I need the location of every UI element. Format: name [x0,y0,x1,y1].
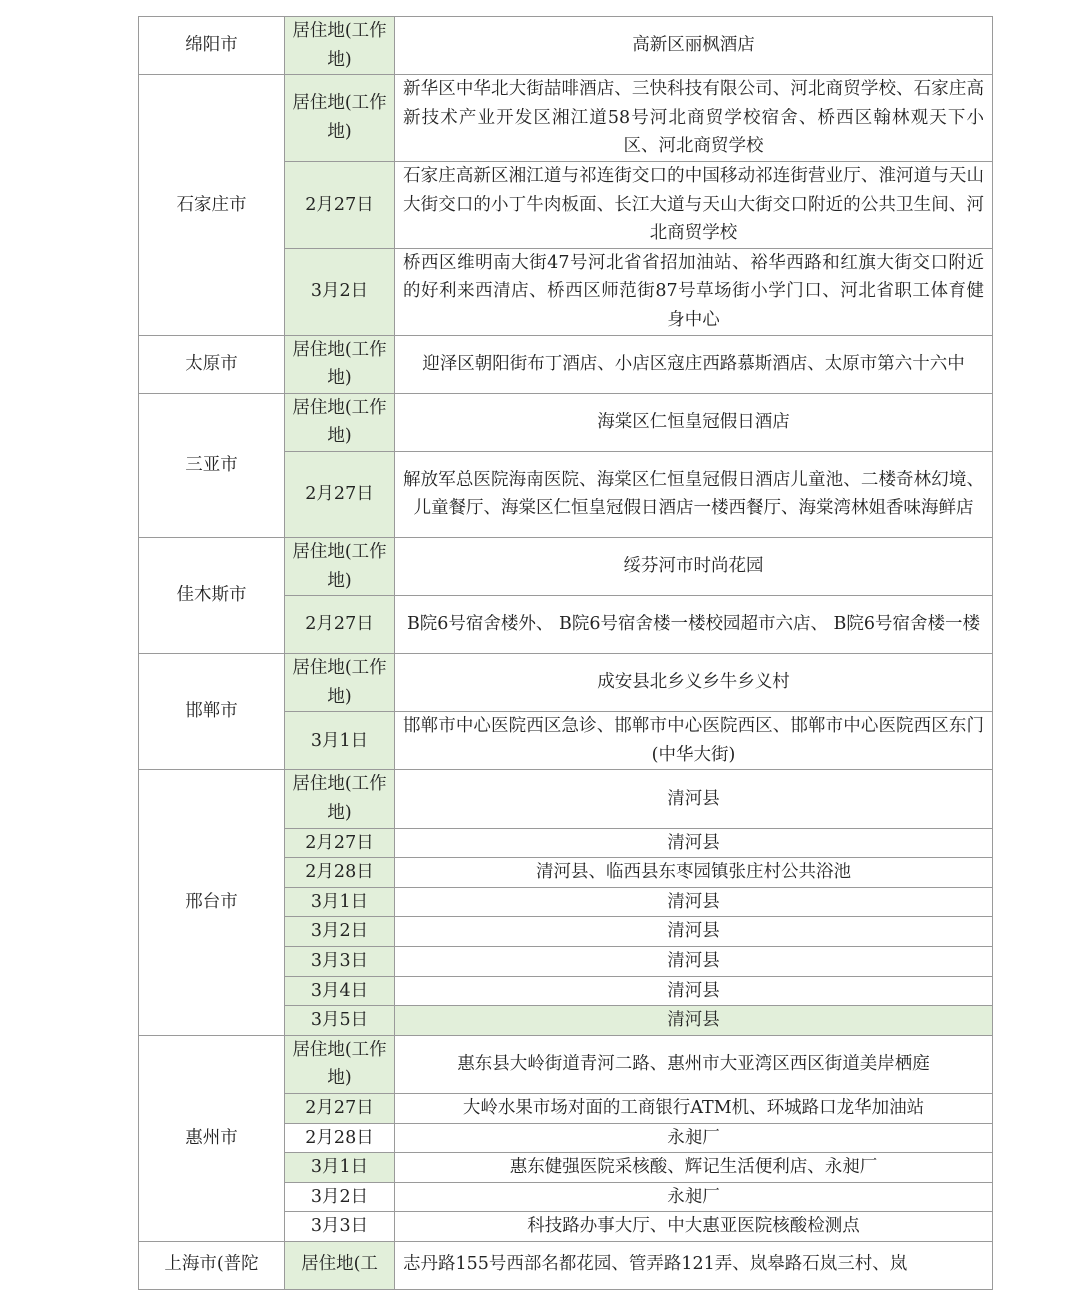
city-cell: 石家庄市 [139,75,285,335]
date-label-cell: 2月27日 [285,451,395,537]
table-row [139,393,993,451]
date-label-cell: 3月1日 [285,1153,395,1183]
date-label-cell: 3月1日 [285,887,395,917]
date-label-cell: 2月28日 [285,858,395,888]
date-label-cell: 居住地(工作地) [285,335,395,393]
location-cell: 清河县、临西县东枣园镇张庄村公共浴池 [395,858,993,888]
date-label-cell: 3月5日 [285,1006,395,1036]
date-label-cell: 3月3日 [285,1212,395,1242]
date-label-cell: 3月4日 [285,976,395,1006]
date-label-cell: 3月3日 [285,947,395,977]
date-label-cell: 居住地(工作地) [285,1035,395,1093]
date-label-cell: 居住地(工作地) [285,770,395,828]
date-label-cell: 2月27日 [285,1094,395,1124]
location-cell: 成安县北乡义乡牛乡义村 [395,654,993,712]
city-cell: 三亚市 [139,393,285,537]
city-cell: 上海市(普陀 [139,1241,285,1289]
location-cell: 永昶厂 [395,1182,993,1212]
date-label-cell: 居住地(工 [285,1241,395,1289]
date-label-cell: 3月1日 [285,712,395,770]
date-label-cell: 2月27日 [285,596,395,654]
table-row [139,1035,993,1093]
date-label-cell: 3月2日 [285,1182,395,1212]
location-cell: 大岭水果市场对面的工商银行ATM机、环城路口龙华加油站 [395,1094,993,1124]
date-label-cell: 2月27日 [285,161,395,248]
city-cell: 邯郸市 [139,654,285,770]
table-row [139,654,993,712]
table-row [139,537,993,595]
date-label-cell: 2月28日 [285,1123,395,1153]
location-cell: 桥西区维明南大街47号河北省省招加油站、裕华西路和红旗大街交口附近的好利来西清店、桥西区师范街87号草场街小学门口、河北省职工体育健身中心 [395,248,993,335]
location-cell: 解放军总医院海南医院、海棠区仁恒皇冠假日酒店儿童池、二楼奇林幻境、儿童餐厅、海棠区仁恒皇冠假日酒店一楼西餐厅、海棠湾林姐香味海鲜店 [395,451,993,537]
date-label-cell: 居住地(工作地) [285,537,395,595]
location-cell: 惠东县大岭街道青河二路、惠州市大亚湾区西区街道美岸栖庭 [395,1035,993,1093]
city-cell: 惠州市 [139,1035,285,1241]
location-cell: 绥芬河市时尚花园 [395,537,993,595]
location-cell: 清河县 [395,976,993,1006]
location-cell: 志丹路155号西部名都花园、管弄路121弄、岚皋路石岚三村、岚 [395,1241,993,1289]
itinerary-table [138,16,993,1290]
location-cell: B院6号宿舍楼外、 B院6号宿舍楼一楼校园超市六店、 B院6号宿舍楼一楼 [395,596,993,654]
location-cell: 清河县 [395,828,993,858]
table-row [139,17,993,75]
table-row [139,335,993,393]
date-label-cell: 居住地(工作地) [285,654,395,712]
location-cell: 惠东健强医院采核酸、辉记生活便利店、永昶厂 [395,1153,993,1183]
location-cell: 永昶厂 [395,1123,993,1153]
table-row [139,1241,993,1289]
location-cell: 迎泽区朝阳街布丁酒店、小店区寇庄西路慕斯酒店、太原市第六十六中 [395,335,993,393]
location-cell: 清河县 [395,1006,993,1036]
location-cell: 石家庄高新区湘江道与祁连街交口的中国移动祁连街营业厅、淮河道与天山大街交口的小丁牛肉板面、长江大道与天山大街交口附近的公共卫生间、河北商贸学校 [395,161,993,248]
date-label-cell: 3月2日 [285,248,395,335]
city-cell: 佳木斯市 [139,537,285,653]
table-row [139,770,993,828]
location-cell: 清河县 [395,770,993,828]
date-label-cell: 居住地(工作地) [285,75,395,162]
location-cell: 科技路办事大厅、中大惠亚医院核酸检测点 [395,1212,993,1242]
location-cell: 海棠区仁恒皇冠假日酒店 [395,393,993,451]
city-cell: 邢台市 [139,770,285,1035]
date-label-cell: 居住地(工作地) [285,17,395,75]
date-label-cell: 3月2日 [285,917,395,947]
location-cell: 邯郸市中心医院西区急诊、邯郸市中心医院西区、邯郸市中心医院西区东门(中华大街) [395,712,993,770]
table-row [139,75,993,162]
location-cell: 清河县 [395,917,993,947]
city-cell: 绵阳市 [139,17,285,75]
location-cell: 清河县 [395,887,993,917]
location-cell: 高新区丽枫酒店 [395,17,993,75]
location-cell: 清河县 [395,947,993,977]
city-cell: 太原市 [139,335,285,393]
date-label-cell: 居住地(工作地) [285,393,395,451]
date-label-cell: 2月27日 [285,828,395,858]
location-cell: 新华区中华北大街喆啡酒店、三快科技有限公司、河北商贸学校、石家庄高新技术产业开发区湘江道58号河北商贸学校宿舍、桥西区翰林观天下小区、河北商贸学校 [395,75,993,162]
